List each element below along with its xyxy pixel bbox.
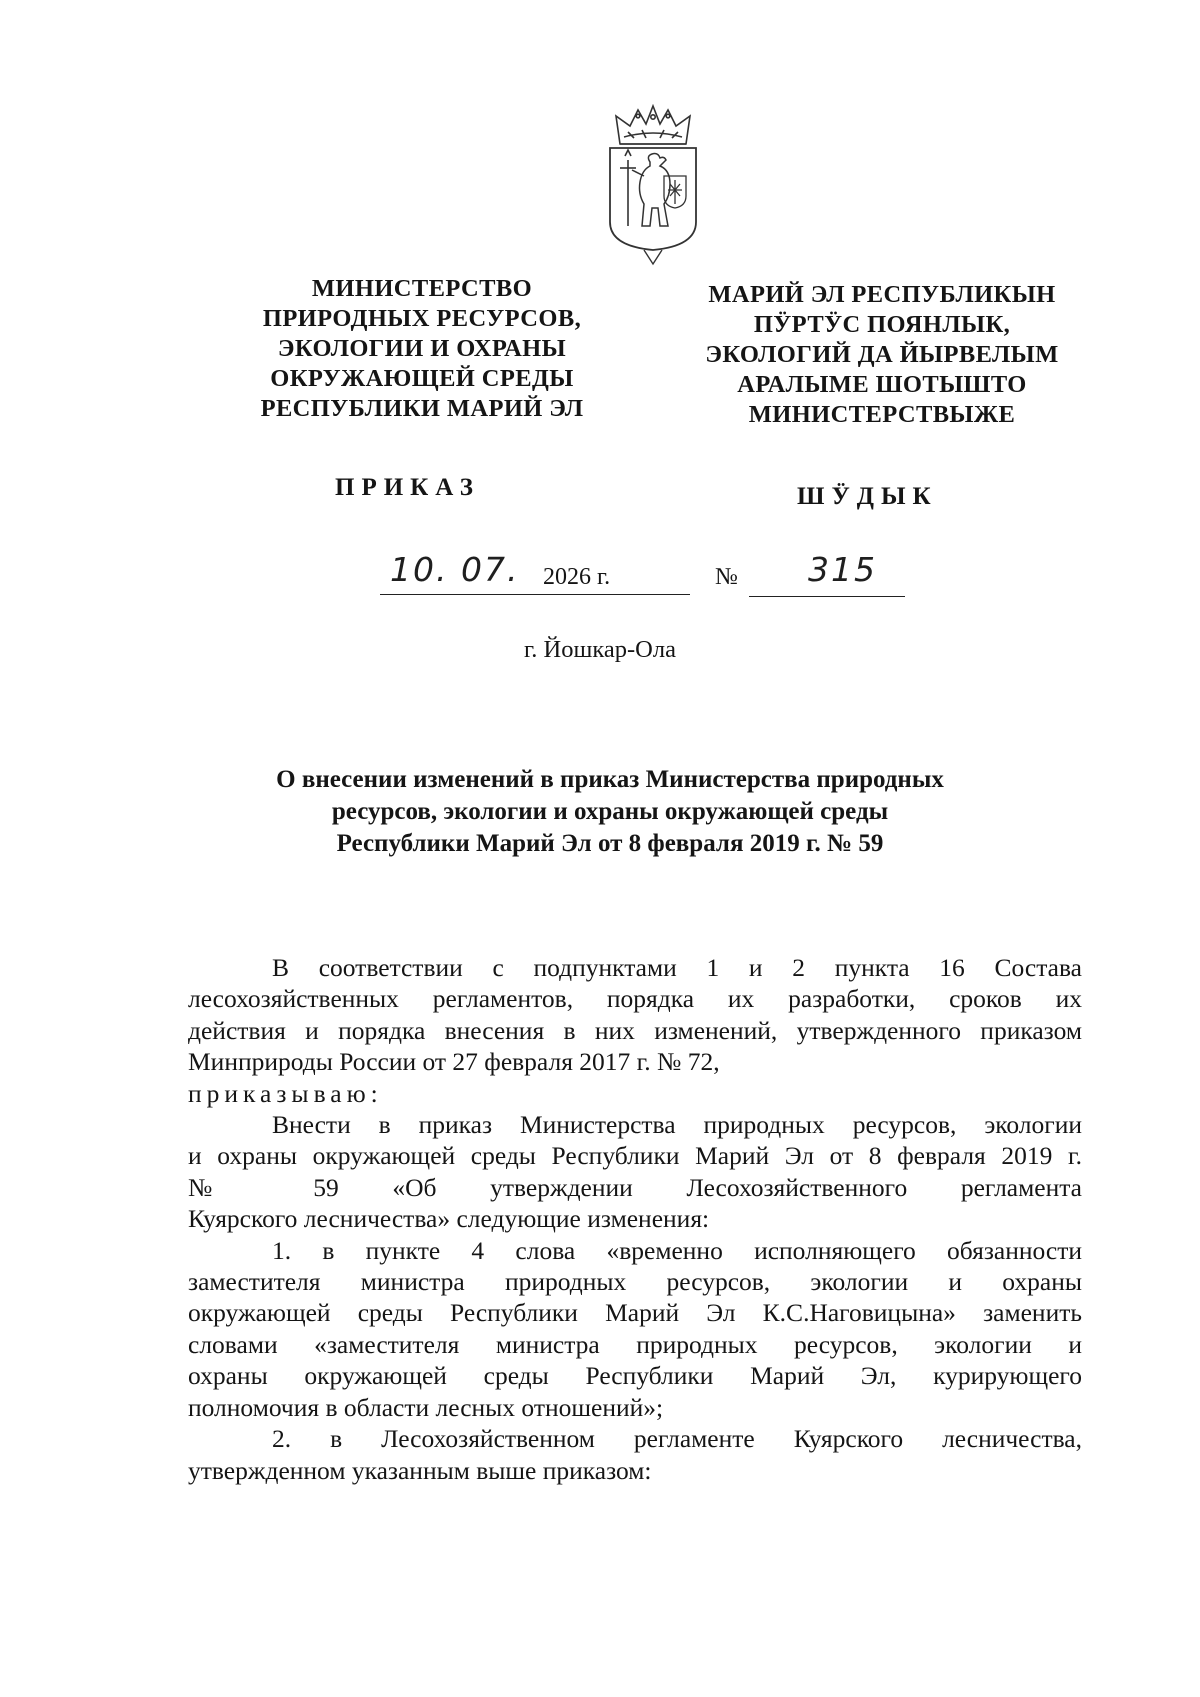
body-line: Куярского лесничества» следующие изменения: <box>188 1204 710 1234</box>
body-line: Минприроды России от 27 февраля 2017 г. № 72, <box>188 1047 720 1077</box>
handwritten-number: 315 <box>808 550 877 589</box>
order-word: приказываю: <box>188 1078 383 1108</box>
org-line: ЭКОЛОГИИ И ОХРАНЫ <box>277 335 567 362</box>
date-number-line <box>380 548 920 598</box>
org-line: ПРИРОДНЫХ РЕСУРСОВ, <box>262 305 582 332</box>
body-line: В соответствии с подпунктами 1 и 2 пункта 16 Состава <box>272 953 1082 982</box>
org-line: РЕСПУБЛИКИ МАРИЙ ЭЛ <box>260 395 584 422</box>
org-line: ОКРУЖАЮЩЕЙ СРЕДЫ <box>270 365 574 392</box>
org-line: АРАЛЫМЕ ШОТЫШТО <box>737 371 1027 398</box>
date-underline <box>380 594 690 595</box>
body-line: утвержденном указанным выше приказом: <box>188 1455 652 1485</box>
org-line: ПӰРТӰС ПОЯНЛЫК, <box>753 311 1011 338</box>
date-year: 2026 г. <box>543 564 611 590</box>
org-line: ЭКОЛОГИЙ ДА ЙЫРВЕЛЫМ <box>705 341 1059 368</box>
title-line: О внесении изменений в приказ Министерства природных <box>276 766 944 793</box>
title-line: Республики Марий Эл от 8 февраля 2019 г. № 59 <box>336 830 884 857</box>
body-line: полномочия в области лесных отношений»; <box>188 1392 664 1422</box>
body-line: действия и порядка внесения в них изменений, утвержденного приказом <box>188 1015 1082 1045</box>
body-line: заместителя министра природных ресурсов, экологии и охраны <box>188 1267 1082 1297</box>
org-line: МИНИСТЕРСТВЫЖЕ <box>748 401 1016 428</box>
body-line: 1. в пункте 4 слова «временно исполняющего обязанности <box>272 1235 1082 1265</box>
body-line: лесохозяйственных регламентов, порядка их разработки, сроков их <box>188 984 1082 1014</box>
document-body <box>188 952 1082 1486</box>
body-line: 2. в Лесохозяйственном регламенте Куярского лесничества, <box>272 1424 1082 1454</box>
number-underline <box>749 596 905 597</box>
coat-of-arms-mari-el-icon <box>598 104 708 272</box>
body-line: словами «заместителя министра природных ресурсов, экологии и <box>188 1329 1082 1359</box>
doc-type-russian: ПРИКАЗ <box>335 474 480 501</box>
city: г. Йошкар-Ола <box>524 636 676 663</box>
body-line: № 59 «Об утверждении Лесохозяйственного регламента <box>188 1172 1082 1202</box>
ministry-name-russian <box>232 274 612 424</box>
body-line: окружающей среды Республики Марий Эл К.С.Наговицына» заменить <box>188 1298 1082 1328</box>
title-line: ресурсов, экологии и охраны окружающей среды <box>331 798 889 825</box>
document-title <box>200 764 1020 860</box>
body-line: Внести в приказ Министерства природных ресурсов, экологии <box>272 1110 1082 1140</box>
doc-type-mari: ШӰДЫК <box>797 483 938 510</box>
org-line: МИНИСТЕРСТВО <box>311 275 533 302</box>
number-sign: № <box>715 564 738 590</box>
body-line: и охраны окружающей среды Республики Марий Эл от 8 февраля 2019 г. <box>188 1141 1082 1171</box>
org-line: МАРИЙ ЭЛ РЕСПУБЛИКЫН <box>708 281 1056 308</box>
handwritten-date: 10. 07. <box>390 550 520 589</box>
ministry-name-mari <box>662 280 1102 430</box>
body-line: охраны окружающей среды Республики Марий Эл, курирующего <box>188 1361 1082 1391</box>
